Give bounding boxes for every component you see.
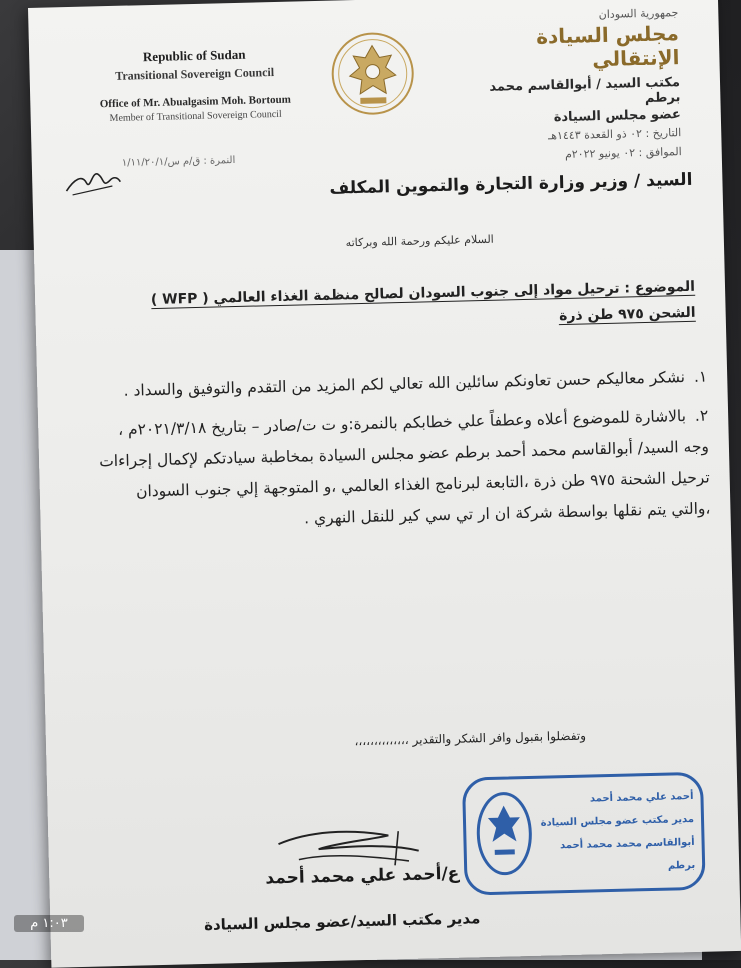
english-letterhead (74, 45, 316, 125)
signatory-name: ع/أحمد علي محمد أحمد (265, 863, 460, 889)
reference-number: النمرة : ق/م س/١/١١/٢٠/١ (121, 154, 236, 169)
en-country: Republic of Sudan (142, 46, 246, 65)
paragraph-number: ٢. (694, 406, 709, 425)
en-council: Transitional Sovereign Council (115, 65, 275, 83)
recipient: السيد / وزير وزارة التجارة والتموين المكلف (329, 169, 693, 199)
paragraph-text: بالاشارة للموضوع أعلاه وعطفاً علي خطابكم بالنمرة:و ت ت/صادر – بتاريخ ٢٠٢١/٣/١٨م ، وجه السيد/ أبوالقاسم محمد أحمد برطم عضو مجلس السيادة بمخاطبة سيادتكم لإكمال إجراءات ترحيل الشحنة ٩٧٥ طن ذرة ،التابعة لبرنامج الغذاء العالمي ،و المتوجهة إلي جنوب السودان ،والتي يتم نقلها بواسطة شركة ان ار تي سي كير للنقل النهري . (98, 407, 711, 528)
greeting: السلام عليكم ورحمة الله وبركاته (345, 232, 494, 250)
stamp-line-2: مدير مكتب عضو مجلس السيادة (540, 813, 695, 829)
photo-timestamp: ١:٠٣ م (14, 915, 84, 932)
handwritten-initials-icon (62, 160, 123, 201)
stamp-line-1: أحمد علي محمد أحمد (589, 790, 694, 805)
paragraph (98, 401, 711, 540)
ar-country: جمهورية السودان (598, 6, 679, 22)
sudan-emblem-icon (329, 25, 417, 123)
en-office: Office of Mr. Abualgasim Moh. Bortoum (99, 93, 292, 111)
stamp-text (535, 785, 695, 881)
paragraph-text: نشكر معاليكم حسن تعاونكم سائلين الله تعالي لكم المزيد من التقدم والتوفيق والسداد . (123, 368, 686, 400)
letter-body (97, 362, 711, 548)
letter-paper (28, 0, 741, 968)
ar-member: عضو مجلس السيادة (553, 107, 681, 126)
paragraph-number: ١. (693, 367, 708, 386)
subject-line-1: الموضوع : ترحيل مواد إلى جنوب السودان لصالح منظمة الغذاء العالمي ( WFP ) (150, 278, 696, 309)
paragraph (97, 362, 708, 408)
office-stamp (462, 772, 706, 896)
gregorian-date: الموافق : ٠٢ يونيو ٢٠٢٢م (564, 145, 682, 161)
en-member: Member of Transitional Sovereign Council (109, 108, 282, 125)
signatory-title: مدير مكتب السيد/عضو مجلس السيادة (203, 909, 481, 934)
ar-council: مجلس السيادة الإنتقالي (535, 21, 680, 72)
subject (135, 274, 696, 340)
stamp-line-3: أبوالقاسم محمد محمد أحمد برطم (559, 836, 696, 872)
subject-line-2: الشحن ٩٧٥ طن ذرة (558, 304, 696, 325)
arabic-letterhead (448, 6, 681, 128)
closing: وتفضلوا بقبول وافر الشكر والتقدير ،،،،،،،،،،،،،، (354, 728, 587, 749)
date-block (501, 120, 682, 162)
ar-office: مكتب السيد / أبوالقاسم محمد برطم (489, 75, 681, 106)
council-emblem-icon (473, 787, 535, 880)
hijri-date: التاريخ : ٠٢ ذو القعدة ١٤٤٣هـ (547, 126, 682, 143)
